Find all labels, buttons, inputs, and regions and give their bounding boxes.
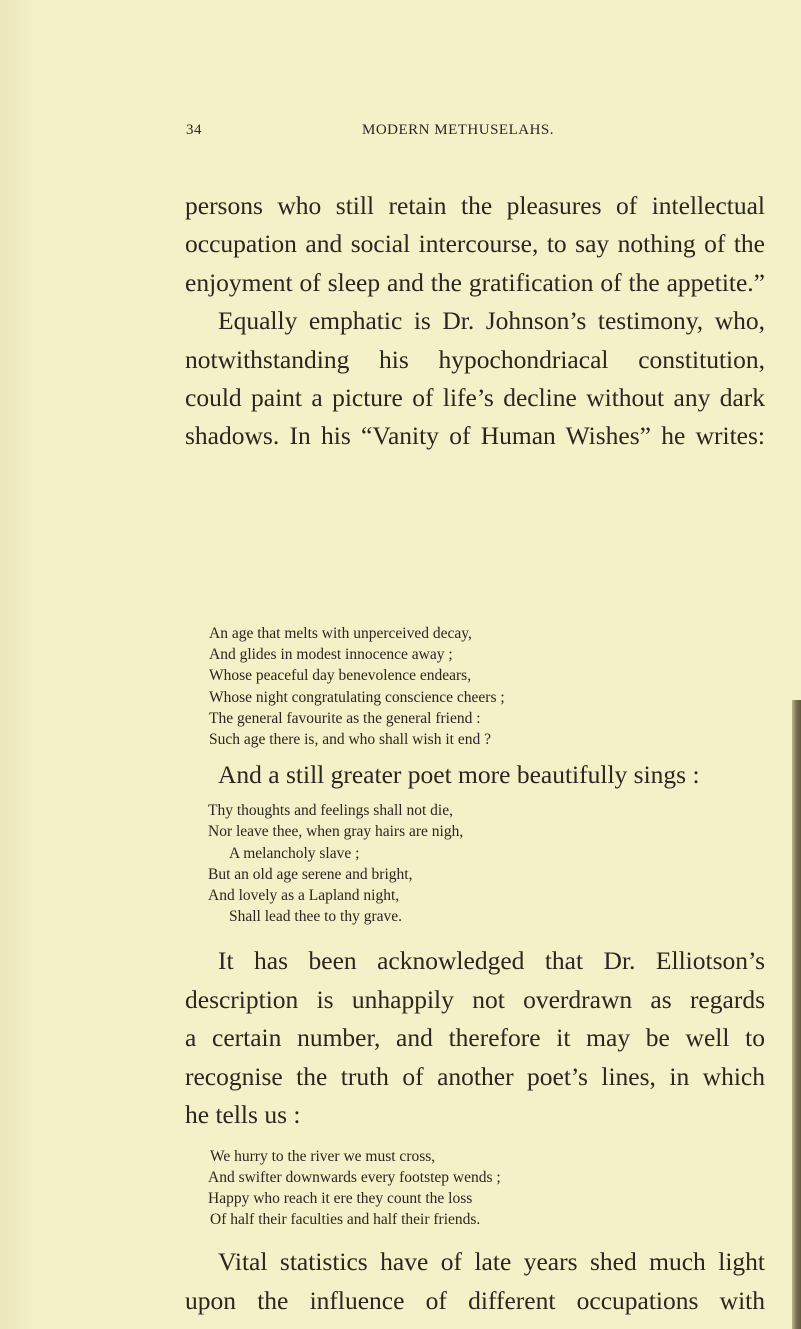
verse-line: And glides in modest innocence away ; xyxy=(209,646,453,663)
verse-line: But an old age serene and bright, xyxy=(208,866,413,883)
text-line: enjoyment of sleep and the gratification of the appetite.” xyxy=(185,268,765,297)
text-line: description is unhappily not overdrawn as regards xyxy=(185,985,765,1014)
verse-line: Thy thoughts and feelings shall not die, xyxy=(208,802,453,819)
text-line: recognise the truth of another poet’s lines, in which xyxy=(185,1062,765,1091)
text-line: a certain number, and therefore it may be well to xyxy=(185,1023,765,1052)
text-line: It has been acknowledged that Dr. Elliotson’s xyxy=(218,946,765,975)
verse-line: Happy who reach it ere they count the loss xyxy=(208,1190,473,1207)
text-line: notwithstanding his hypochondriacal constitution, xyxy=(185,345,765,374)
text-line: Vital statistics have of late years shed much light xyxy=(218,1247,765,1276)
verse-line: Such age there is, and who shall wish it end ? xyxy=(209,731,491,748)
verse-line: An age that melts with unperceived decay, xyxy=(209,625,472,642)
page-edge xyxy=(792,700,801,1329)
text-line: And a still greater poet more beautifully sings : xyxy=(218,760,700,789)
verse-line: And lovely as a Lapland night, xyxy=(208,887,400,904)
running-title: MODERN METHUSELAHS. xyxy=(362,122,555,138)
text-line: upon the influence of different occupations with xyxy=(185,1286,765,1315)
text-line: shadows. In his “Vanity of Human Wishes” he writes: xyxy=(185,421,765,450)
verse-line: Shall lead thee to thy grave. xyxy=(229,908,403,925)
text-line: Equally emphatic is Dr. Johnson’s testimony, who, xyxy=(218,306,765,335)
verse-line: Whose peaceful day benevolence endears, xyxy=(209,667,472,684)
text-line: could paint a picture of life’s decline without any dark xyxy=(185,383,765,412)
verse-line: Whose night congratulating conscience cheers ; xyxy=(209,689,505,706)
verse-line: The general favourite as the general friend : xyxy=(209,710,481,727)
verse-line: Nor leave thee, when gray hairs are nigh, xyxy=(208,823,464,840)
verse-line: And swifter downwards every footstep wends ; xyxy=(208,1169,501,1186)
verse-line: Of half their faculties and half their friends. xyxy=(210,1211,481,1228)
text-line: occupation and social intercourse, to say nothing of the xyxy=(185,229,765,258)
text-line: he tells us : xyxy=(185,1100,301,1129)
text-line: persons who still retain the pleasures of intellectual xyxy=(185,191,765,220)
page-number: 34 xyxy=(186,122,202,138)
page-gutter-shade xyxy=(0,0,40,1329)
verse-line: A melancholy slave ; xyxy=(229,845,360,862)
verse-line: We hurry to the river we must cross, xyxy=(210,1148,436,1165)
